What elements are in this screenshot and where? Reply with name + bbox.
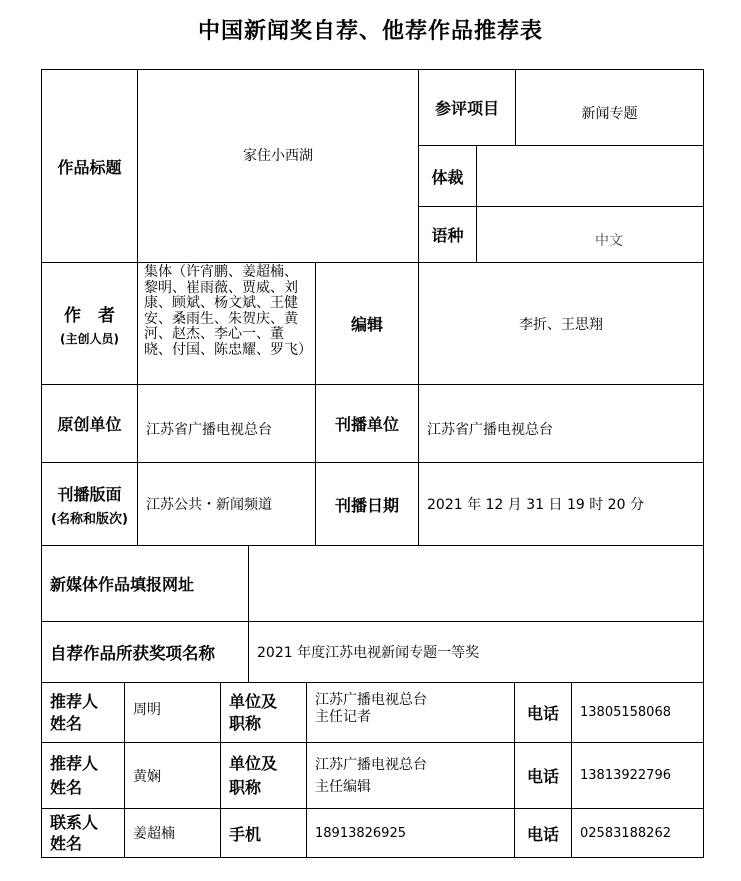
genre-value[interactable] <box>477 146 703 206</box>
recommender-2-name-label: 推荐人 姓名 <box>50 753 99 797</box>
recommender-2-name[interactable]: 黄娴 <box>133 768 161 785</box>
origin-unit-value[interactable]: 江苏省广播电视总台 <box>146 422 272 438</box>
form-title: 中国新闻奖自荐、他荐作品推荐表 <box>197 19 543 44</box>
recommender-1-unit-label: 单位及 职称 <box>229 691 278 733</box>
author-label: 作 者 <box>64 305 115 326</box>
contact-mobile-label: 手机 <box>229 824 262 844</box>
recommender-1-phone-label: 电话 <box>526 704 559 723</box>
publish-edition-value[interactable]: 江苏公共・新闻频道 <box>146 497 272 513</box>
author-sub-label: (主创人员) <box>60 331 119 346</box>
publish-date-label: 刊播日期 <box>334 495 399 515</box>
recommender-1-name-label: 推荐人 姓名 <box>50 691 99 733</box>
publish-unit-label: 刊播单位 <box>334 415 399 434</box>
genre-label: 体裁 <box>431 167 464 187</box>
recommender-2-unit-label: 单位及 职称 <box>229 753 278 797</box>
language-label: 语种 <box>431 226 464 245</box>
award-label: 自荐作品所获奖项名称 <box>50 644 215 663</box>
contact-name-label: 联系人 姓名 <box>50 813 99 853</box>
publish-edition-label-group <box>42 463 137 545</box>
author-label-group <box>42 263 137 384</box>
recommender-2-unit[interactable]: 江苏广播电视总台 主任编辑 <box>315 756 427 795</box>
publish-unit-value[interactable]: 江苏省广播电视总台 <box>427 422 553 438</box>
editor-value[interactable]: 李折、王思翔 <box>519 316 603 333</box>
recommender-2-phone[interactable]: 13813922796 <box>580 768 671 783</box>
recommender-1-unit[interactable]: 江苏广播电视总台 主任记者 <box>315 692 427 725</box>
review-item-value[interactable]: 新闻专题 <box>581 105 638 122</box>
publish-edition-label: 刊播版面 <box>57 484 122 504</box>
contact-name[interactable]: 姜超楠 <box>133 826 175 842</box>
publish-edition-sub-label: (名称和版次) <box>51 511 128 527</box>
new-media-url-label: 新媒体作品填报网址 <box>50 575 195 594</box>
contact-phone[interactable]: 02583188262 <box>580 825 671 841</box>
review-item-label: 参评项目 <box>434 99 499 118</box>
contact-mobile[interactable]: 18913826925 <box>315 825 406 841</box>
author-value[interactable]: 集体（许宵鹏、姜超楠、黎明、崔雨薇、贾威、刘康、顾斌、杨文斌、王健安、桑雨生、朱贺庆、黄河、赵杰、李心一、董晓、付国、陈忠耀、罗飞） <box>144 264 312 358</box>
recommender-2-phone-label: 电话 <box>526 767 559 786</box>
editor-label: 编辑 <box>350 315 383 334</box>
language-value[interactable]: 中文 <box>595 232 623 249</box>
contact-phone-label: 电话 <box>526 824 559 844</box>
recommender-1-name[interactable]: 周明 <box>133 702 161 718</box>
award-value[interactable]: 2021 年度江苏电视新闻专题一等奖 <box>257 645 480 661</box>
work-title-label: 作品标题 <box>57 157 122 177</box>
publish-date-value[interactable]: 2021 年 12 月 31 日 19 时 20 分 <box>427 497 644 513</box>
work-title-value[interactable]: 家住小西湖 <box>243 148 313 164</box>
origin-unit-label: 原创单位 <box>57 415 122 434</box>
recommender-1-phone[interactable]: 13805158068 <box>580 705 671 720</box>
new-media-url-value[interactable] <box>249 546 703 621</box>
